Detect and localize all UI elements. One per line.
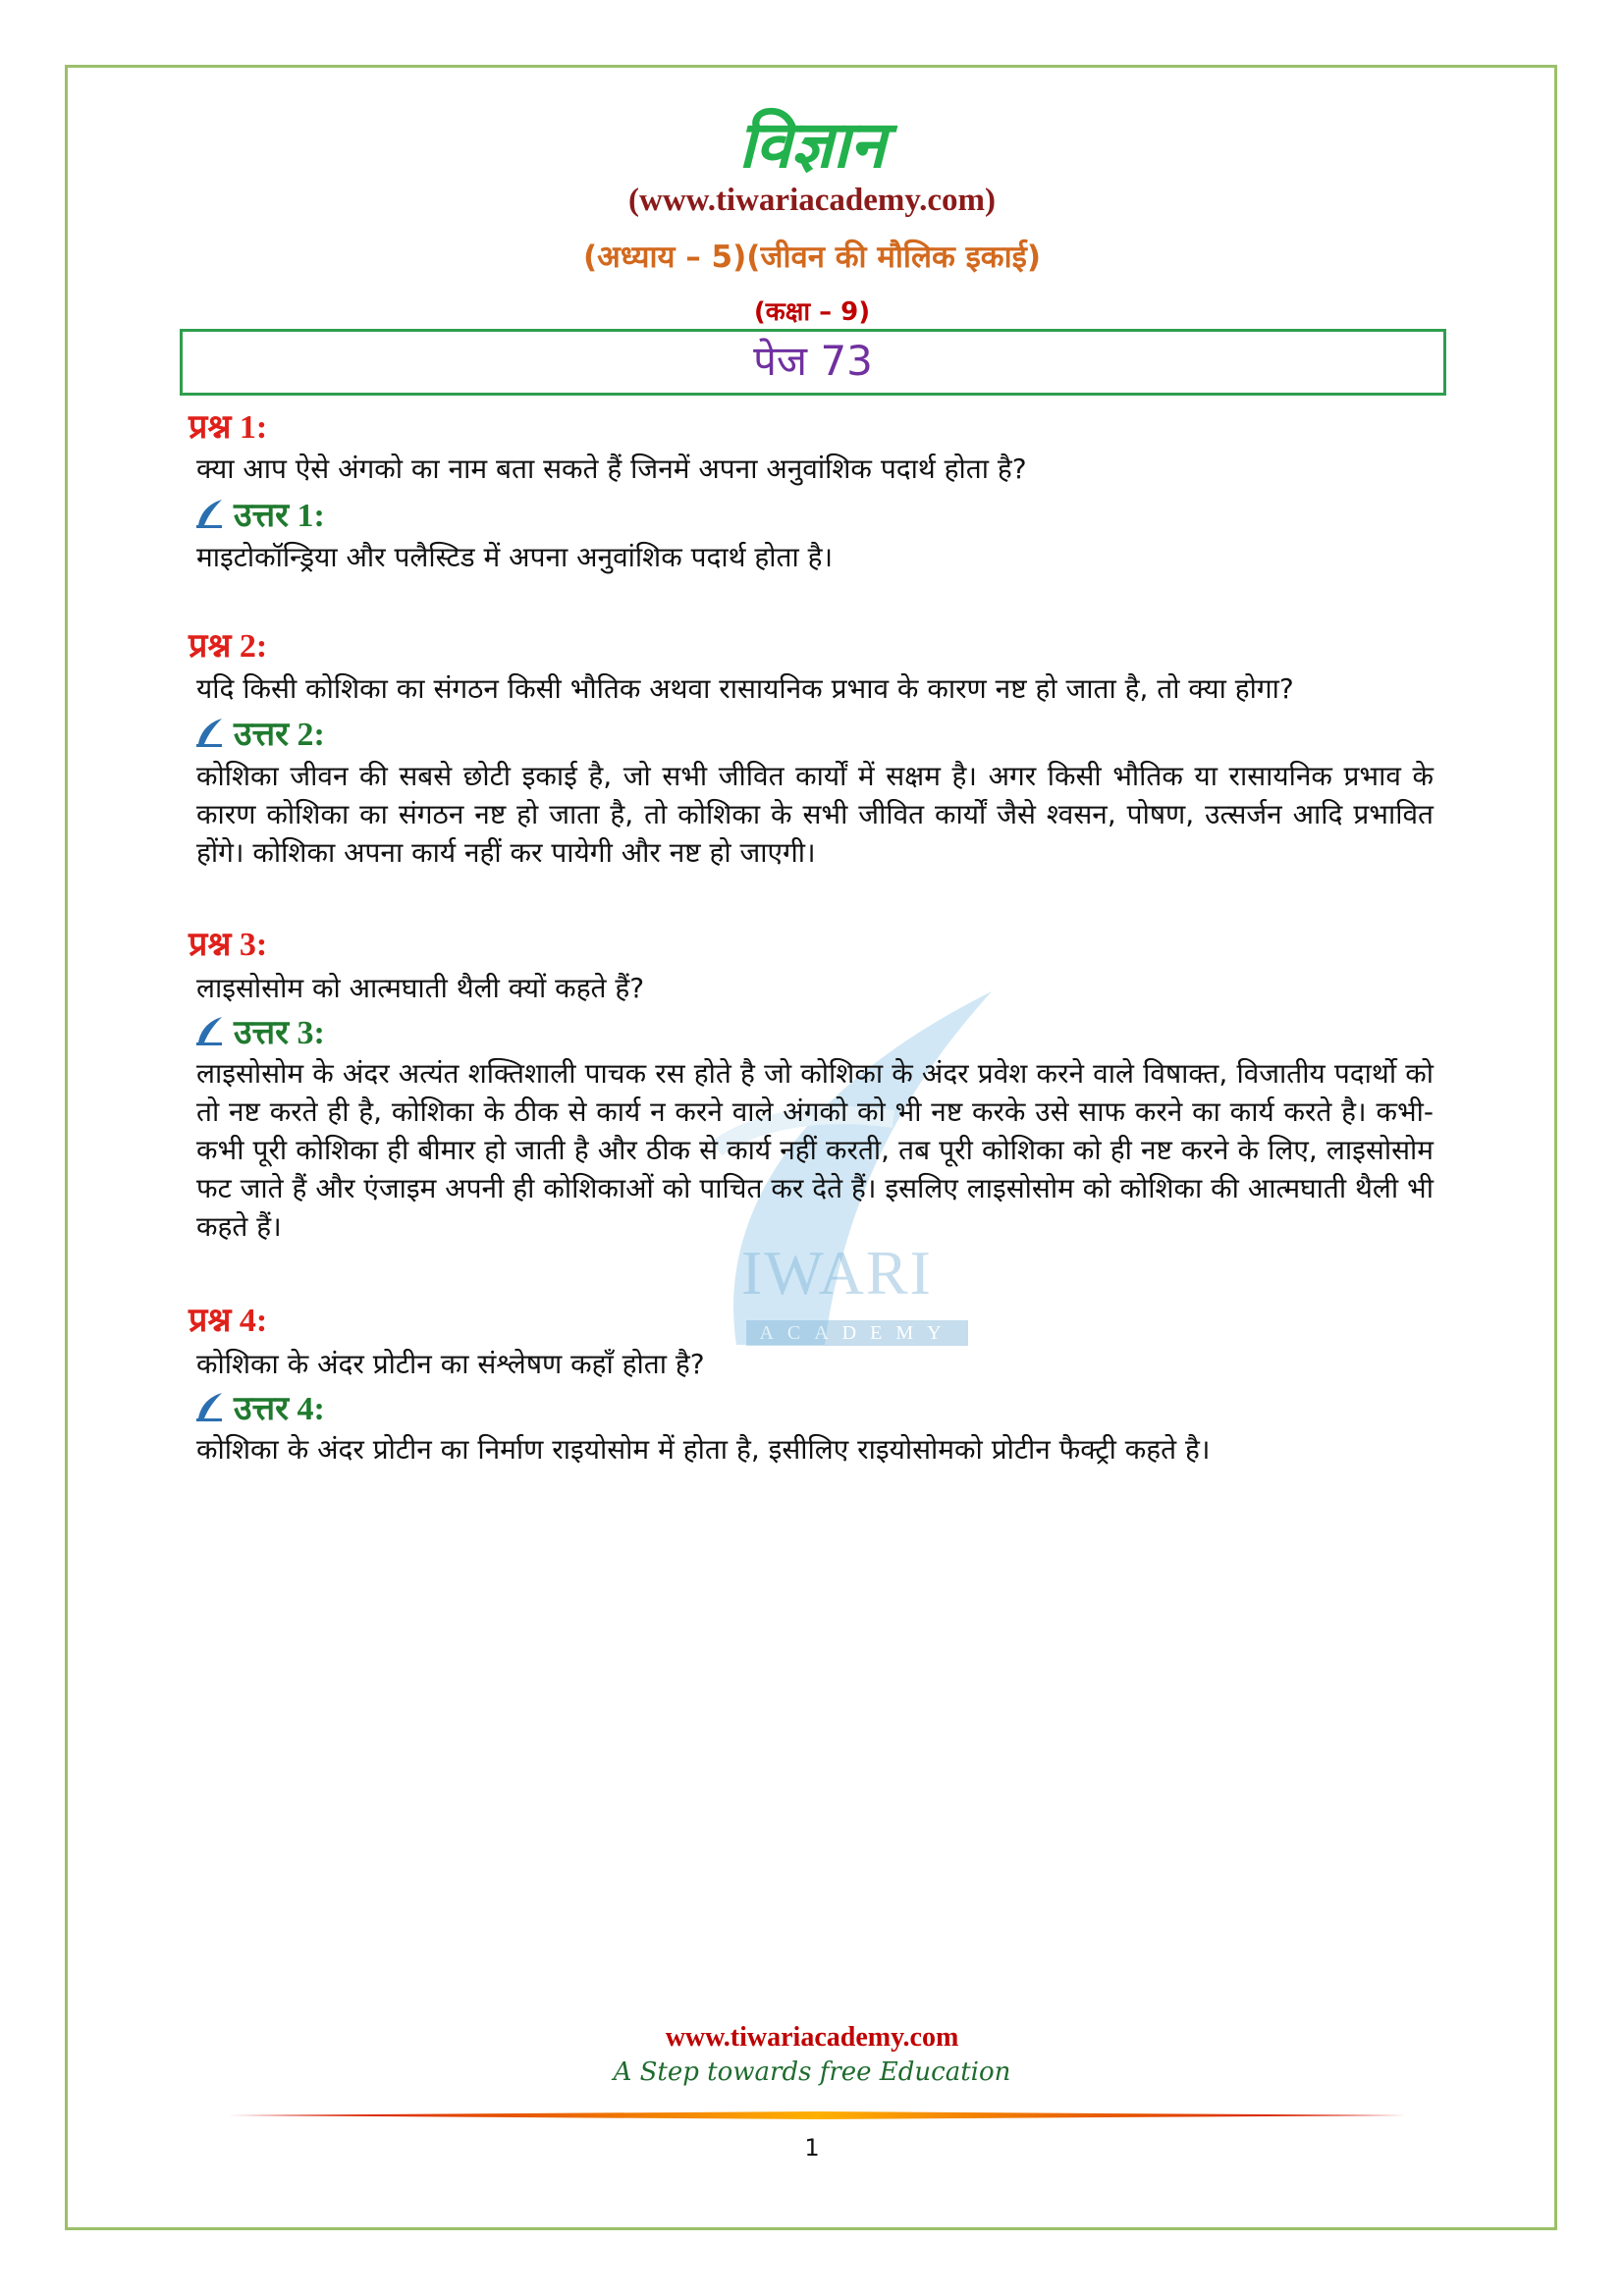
page-number-box: पेज 73 [180, 329, 1446, 396]
question-4-label: प्रश्न 4: [189, 1303, 268, 1339]
answer-3-label-row [194, 1008, 325, 1053]
quill-icon [194, 498, 226, 529]
question-2-label: प्रश्न 2: [189, 628, 268, 665]
answer-4-label-row [194, 1384, 325, 1429]
quill-icon [194, 717, 226, 748]
footer-tagline: A Step towards free Education [613, 2057, 1011, 2087]
subject-title: विज्ञान [738, 107, 886, 183]
answer-4-label: उत्तर 4: [234, 1391, 325, 1427]
question-1-label: प्रश्न 1: [189, 409, 268, 446]
footer-divider [228, 2111, 1406, 2119]
question-3-label: प्रश्न 3: [189, 927, 268, 963]
answer-2-text: कोशिका जीवन की सबसे छोटी इकाई है, जो सभी जीवित कार्यों में सक्षम है। अगर किसी भौतिक या रासायनिक प्रभाव के कारण कोशिका का संगठन नष्ट हो जाता है, तो कोशिका के सभी जीवित कार्यों जैसे श्वसन, पोषण, उत्सर्जन आदि प्रभावित होंगे। कोशिका अपना कार्य नहीं कर पायेगी और नष्ट हो जाएगी। [196, 760, 1434, 869]
question-3-text: लाइसोसोम को आत्मघाती थैली क्यों कहते हैं? [196, 972, 645, 1004]
question-1-text: क्या आप ऐसे अंगको का नाम बता सकते हैं जिनमें अपना अनुवांशिक पदार्थ होता है? [196, 453, 1027, 485]
watermark-subtext: ACADEMY [746, 1320, 968, 1346]
question-4-text: कोशिका के अंदर प्रोटीन का संश्लेषण कहाँ होता है? [196, 1348, 705, 1380]
chapter-title: (अध्याय – 5)(जीवन की मौलिक इकाई) [582, 240, 1042, 275]
answer-2-label: उत्तर 2: [234, 717, 325, 753]
answer-3-label: उत्तर 3: [234, 1015, 325, 1051]
class-label: (कक्षा – 9) [753, 297, 871, 327]
answer-2-label-row [194, 710, 325, 755]
quill-icon [194, 1391, 226, 1422]
page-number: 1 [804, 2134, 820, 2162]
question-2-text: यदि किसी कोशिका का संगठन किसी भौतिक अथवा रासायनिक प्रभाव के कारण नष्ट हो जाता है, तो क्या होगा? [196, 672, 1294, 705]
header-site-link[interactable]: (www.tiwariacademy.com) [628, 183, 996, 218]
watermark-text: IWARI [741, 1238, 933, 1308]
answer-1-text: माइटोकॉन्ड्रिया और पलैस्टिड में अपना अनुवांशिक पदार्थ होता है। [196, 541, 834, 573]
answer-4-text: कोशिका के अंदर प्रोटीन का निर्माण राइयोसोम में होता है, इसीलिए राइयोसोमको प्रोटीन फैक्ट्री कहते है। [196, 1433, 1211, 1466]
answer-1-label-row [194, 491, 325, 536]
answer-1-label: उत्तर 1: [234, 498, 325, 534]
quill-icon [194, 1015, 226, 1046]
footer-site-link[interactable]: www.tiwariacademy.com [665, 2022, 959, 2053]
answer-3-text: लाइसोसोम के अंदर अत्यंत शक्तिशाली पाचक रस होते है जो कोशिका के अंदर प्रवेश करने वाले विषाक्त, विजातीय पदार्थो को तो नष्ट करते ही है, कोशिका के ठीक से कार्य न करने वाले अंगको को भी नष्ट करके उसे साफ करने का कार्य करते है। कभी-कभी पूरी कोशिका ही बीमार हो जाती है और ठीक से कार्य नहीं करती, तब पूरी कोशिका को ही नष्ट करने के लिए, लाइसोसोम फट जाते हैं और एंजाइम अपनी ही कोशिकाओं को पाचित कर देते हैं। इसलिए लाइसोसोम को कोशिका की आत्मघाती थैली भी कहते हैं। [196, 1057, 1434, 1243]
